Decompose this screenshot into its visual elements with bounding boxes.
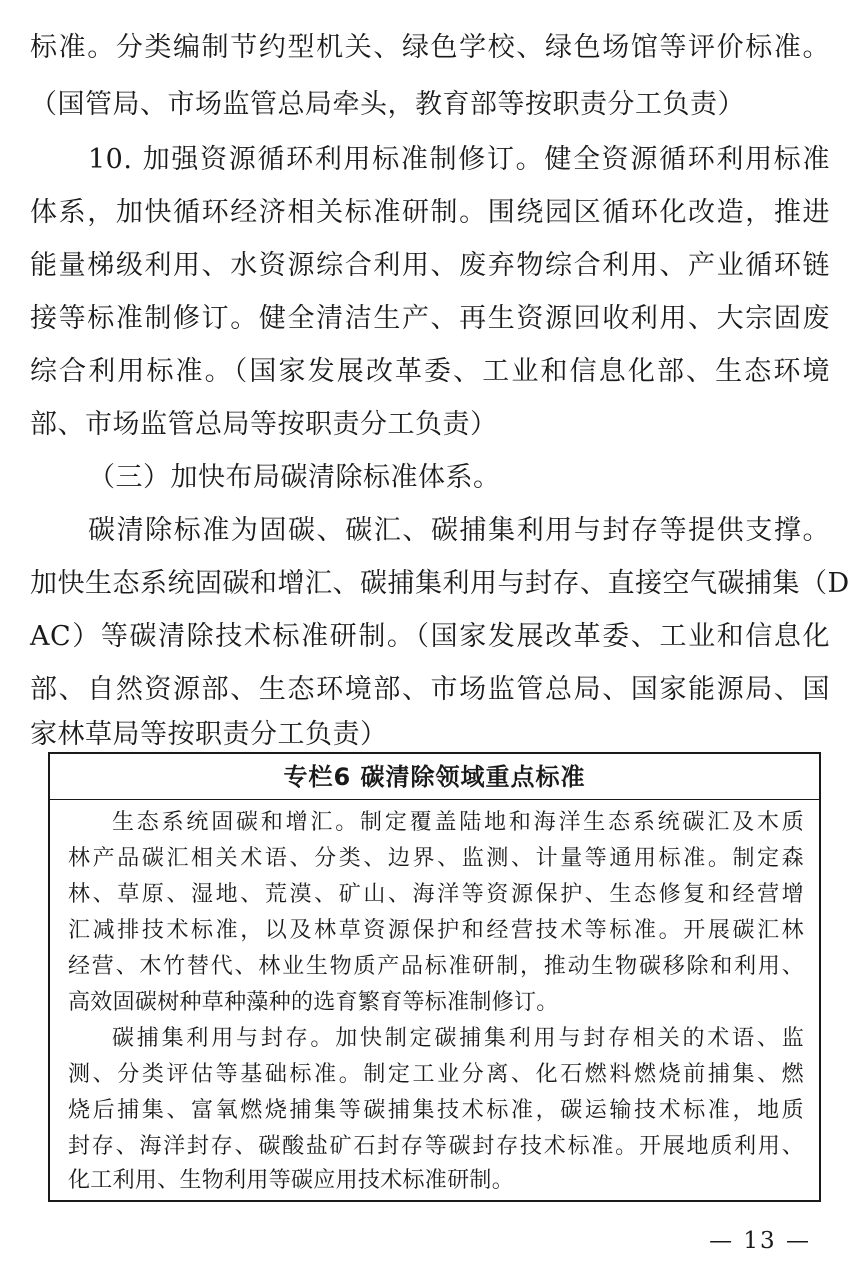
box-line: 封存、海洋封存、碳酸盐矿石封存等碳封存技术标准。开展地质利用、 [68,1134,804,1159]
body-line: （国管局、市场监管总局牵头，教育部等按职责分工负责） [30,89,745,120]
section-heading: （三）加快布局碳清除标准体系。 [88,462,501,493]
page-number: — 13 — [709,1228,811,1254]
box-line: 经营、木竹替代、林业生物质产品标准研制，推动生物碳移除和利用、 [68,954,804,979]
body-line: 标准。分类编制节约型机关、绿色学校、绿色场馆等评价标准。 [30,32,830,63]
body-line: 部、自然资源部、生态环境部、市场监管总局、国家能源局、国 [30,674,830,705]
box-line: 化工利用、生物利用等碳应用技术标准研制。 [68,1168,515,1193]
special-column-box [48,752,821,1202]
body-line: 家林草局等按职责分工负责） [30,719,388,750]
box-line: 碳捕集利用与封存。加快制定碳捕集利用与封存相关的术语、监 [112,1026,804,1051]
body-line: 综合利用标准。（国家发展改革委、工业和信息化部、生态环境 [30,356,830,387]
body-line: 部、市场监管总局等按职责分工负责） [30,409,498,440]
box-line: 林产品碳汇相关术语、分类、边界、监测、计量等通用标准。制定森 [68,846,804,871]
box-line: 汇减排技术标准，以及林草资源保护和经营技术等标准。开展碳汇林 [68,918,804,943]
box-title: 专栏6 碳清除领域重点标准 [50,754,819,800]
body-line: 加快生态系统固碳和增汇、碳捕集利用与封存、直接空气碳捕集（D [30,568,850,599]
body-line: 能量梯级利用、水资源综合利用、废弃物综合利用、产业循环链 [30,250,830,281]
box-line: 高效固碳树种草种藻种的选育繁育等标准制修订。 [68,990,559,1015]
box-line: 烧后捕集、富氧燃烧捕集等碳捕集技术标准，碳运输技术标准，地质 [68,1098,804,1123]
body-line: 碳清除标准为固碳、碳汇、碳捕集利用与封存等提供支撑。 [88,515,830,546]
body-line: 体系，加快循环经济相关标准研制。围绕园区循环化改造，推进 [30,197,830,228]
box-line: 测、分类评估等基础标准。制定工业分离、化石燃料燃烧前捕集、燃 [68,1062,804,1087]
box-line: 林、草原、湿地、荒漠、矿山、海洋等资源保护、生态修复和经营增 [68,882,804,907]
body-line: 10. 加强资源循环利用标准制修订。健全资源循环利用标准 [88,144,830,175]
body-line: AC）等碳清除技术标准研制。（国家发展改革委、工业和信息化 [30,621,830,652]
box-line: 生态系统固碳和增汇。制定覆盖陆地和海洋生态系统碳汇及木质 [112,810,804,835]
body-line: 接等标准制修订。健全清洁生产、再生资源回收利用、大宗固废 [30,303,830,334]
